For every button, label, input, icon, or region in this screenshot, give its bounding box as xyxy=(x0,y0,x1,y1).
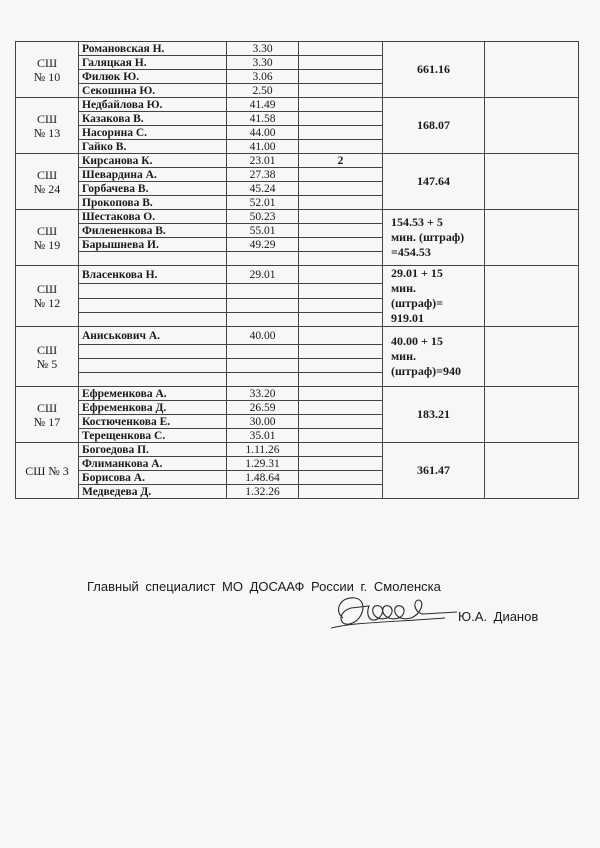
athlete-name: Прокопова В. xyxy=(79,196,227,210)
school-cell: СШ № 10 xyxy=(16,42,79,98)
table-row xyxy=(16,387,579,401)
athlete-time: 52.01 xyxy=(227,196,299,210)
athlete-time: 44.00 xyxy=(227,126,299,140)
team-total: 154.53 + 5 мин. (штраф) =454.53 xyxy=(383,210,485,266)
athlete-name xyxy=(79,298,227,312)
athlete-name: Богоедова П. xyxy=(79,443,227,457)
athlete-place xyxy=(299,84,383,98)
athlete-time: 49.29 xyxy=(227,238,299,252)
athlete-name: Шевардина А. xyxy=(79,168,227,182)
athlete-time: 1.48.64 xyxy=(227,471,299,485)
athlete-name: Ефременкова А. xyxy=(79,387,227,401)
athlete-name: Насорина С. xyxy=(79,126,227,140)
table-row xyxy=(16,154,579,168)
athlete-place xyxy=(299,443,383,457)
table-row xyxy=(16,42,579,56)
athlete-name: Аниськович А. xyxy=(79,327,227,345)
results-table xyxy=(15,41,579,499)
athlete-time: 1.29.31 xyxy=(227,457,299,471)
athlete-time: 33.20 xyxy=(227,387,299,401)
athlete-place xyxy=(299,312,383,326)
athlete-place xyxy=(299,298,383,312)
empty-cell xyxy=(485,327,579,387)
athlete-place xyxy=(299,112,383,126)
athlete-time: 35.01 xyxy=(227,429,299,443)
athlete-place xyxy=(299,224,383,238)
athlete-time xyxy=(227,345,299,359)
athlete-place xyxy=(299,401,383,415)
athlete-place xyxy=(299,429,383,443)
athlete-name: Борисова А. xyxy=(79,471,227,485)
table-row xyxy=(16,266,579,284)
athlete-time: 3.30 xyxy=(227,56,299,70)
school-cell: СШ № 12 xyxy=(16,266,79,327)
athlete-name: Романовская Н. xyxy=(79,42,227,56)
athlete-name: Кирсанова К. xyxy=(79,154,227,168)
empty-cell xyxy=(485,387,579,443)
athlete-time: 3.06 xyxy=(227,70,299,84)
signer-name: Ю.А. Дианов xyxy=(458,609,539,624)
footer-position: Главный специалист МО ДОСААФ России г. Смоленска xyxy=(87,579,441,594)
athlete-name xyxy=(79,252,227,266)
school-cell: СШ № 5 xyxy=(16,327,79,387)
athlete-place xyxy=(299,56,383,70)
school-cell: СШ № 17 xyxy=(16,387,79,443)
athlete-name: Флиманкова А. xyxy=(79,457,227,471)
athlete-place xyxy=(299,284,383,298)
athlete-time: 3.30 xyxy=(227,42,299,56)
empty-cell xyxy=(485,154,579,210)
athlete-name xyxy=(79,373,227,387)
athlete-time: 1.32.26 xyxy=(227,485,299,499)
athlete-place xyxy=(299,373,383,387)
table-row xyxy=(16,210,579,224)
athlete-time xyxy=(227,312,299,326)
athlete-place xyxy=(299,42,383,56)
athlete-time: 2.50 xyxy=(227,84,299,98)
athlete-name: Секошина Ю. xyxy=(79,84,227,98)
athlete-place xyxy=(299,126,383,140)
athlete-place xyxy=(299,196,383,210)
athlete-name xyxy=(79,312,227,326)
athlete-place xyxy=(299,471,383,485)
athlete-place xyxy=(299,359,383,373)
empty-cell xyxy=(485,210,579,266)
athlete-time xyxy=(227,359,299,373)
team-total: 661.16 xyxy=(383,42,485,98)
athlete-place xyxy=(299,252,383,266)
athlete-name: Галяцкая Н. xyxy=(79,56,227,70)
athlete-name: Филюк Ю. xyxy=(79,70,227,84)
athlete-place xyxy=(299,266,383,284)
team-total: 29.01 + 15 мин. (штраф)= 919.01 xyxy=(383,266,485,327)
signature xyxy=(325,588,465,638)
athlete-name: Ефременкова Д. xyxy=(79,401,227,415)
athlete-time: 41.49 xyxy=(227,98,299,112)
empty-cell xyxy=(485,443,579,499)
athlete-name: Медведева Д. xyxy=(79,485,227,499)
athlete-place xyxy=(299,238,383,252)
athlete-place xyxy=(299,327,383,345)
athlete-name: Власенкова Н. xyxy=(79,266,227,284)
athlete-name: Казакова В. xyxy=(79,112,227,126)
athlete-name: Недбайлова Ю. xyxy=(79,98,227,112)
athlete-place xyxy=(299,168,383,182)
athlete-time: 50.23 xyxy=(227,210,299,224)
athlete-time: 41.00 xyxy=(227,140,299,154)
athlete-name xyxy=(79,284,227,298)
athlete-place xyxy=(299,140,383,154)
team-total: 147.64 xyxy=(383,154,485,210)
school-cell: СШ № 19 xyxy=(16,210,79,266)
athlete-place xyxy=(299,98,383,112)
athlete-time xyxy=(227,298,299,312)
athlete-time: 29.01 xyxy=(227,266,299,284)
athlete-name: Гайко В. xyxy=(79,140,227,154)
athlete-place xyxy=(299,415,383,429)
athlete-place xyxy=(299,210,383,224)
table-row xyxy=(16,327,579,345)
athlete-place xyxy=(299,457,383,471)
athlete-place xyxy=(299,70,383,84)
team-total: 183.21 xyxy=(383,387,485,443)
school-cell: СШ № 3 xyxy=(16,443,79,499)
athlete-place xyxy=(299,485,383,499)
athlete-name: Костюченкова Е. xyxy=(79,415,227,429)
team-total: 361.47 xyxy=(383,443,485,499)
school-cell: СШ № 13 xyxy=(16,98,79,154)
athlete-name: Терещенкова С. xyxy=(79,429,227,443)
athlete-time: 30.00 xyxy=(227,415,299,429)
results-table-body xyxy=(16,42,579,499)
athlete-time: 45.24 xyxy=(227,182,299,196)
athlete-time xyxy=(227,284,299,298)
school-cell: СШ № 24 xyxy=(16,154,79,210)
athlete-time: 41.58 xyxy=(227,112,299,126)
athlete-time: 23.01 xyxy=(227,154,299,168)
empty-cell xyxy=(485,42,579,98)
team-total: 40.00 + 15 мин. (штраф)=940 xyxy=(383,327,485,387)
athlete-time xyxy=(227,252,299,266)
athlete-time: 26.59 xyxy=(227,401,299,415)
table-row xyxy=(16,443,579,457)
table-row xyxy=(16,98,579,112)
athlete-name: Филененкова В. xyxy=(79,224,227,238)
athlete-place xyxy=(299,387,383,401)
athlete-place: 2 xyxy=(299,154,383,168)
empty-cell xyxy=(485,98,579,154)
athlete-name: Горбачева В. xyxy=(79,182,227,196)
athlete-name xyxy=(79,345,227,359)
athlete-name: Шестакова О. xyxy=(79,210,227,224)
athlete-time: 27.38 xyxy=(227,168,299,182)
athlete-time xyxy=(227,373,299,387)
athlete-place xyxy=(299,345,383,359)
athlete-time: 40.00 xyxy=(227,327,299,345)
athlete-name xyxy=(79,359,227,373)
athlete-name: Барышнева И. xyxy=(79,238,227,252)
athlete-place xyxy=(299,182,383,196)
athlete-time: 55.01 xyxy=(227,224,299,238)
team-total: 168.07 xyxy=(383,98,485,154)
empty-cell xyxy=(485,266,579,327)
athlete-time: 1.11.26 xyxy=(227,443,299,457)
